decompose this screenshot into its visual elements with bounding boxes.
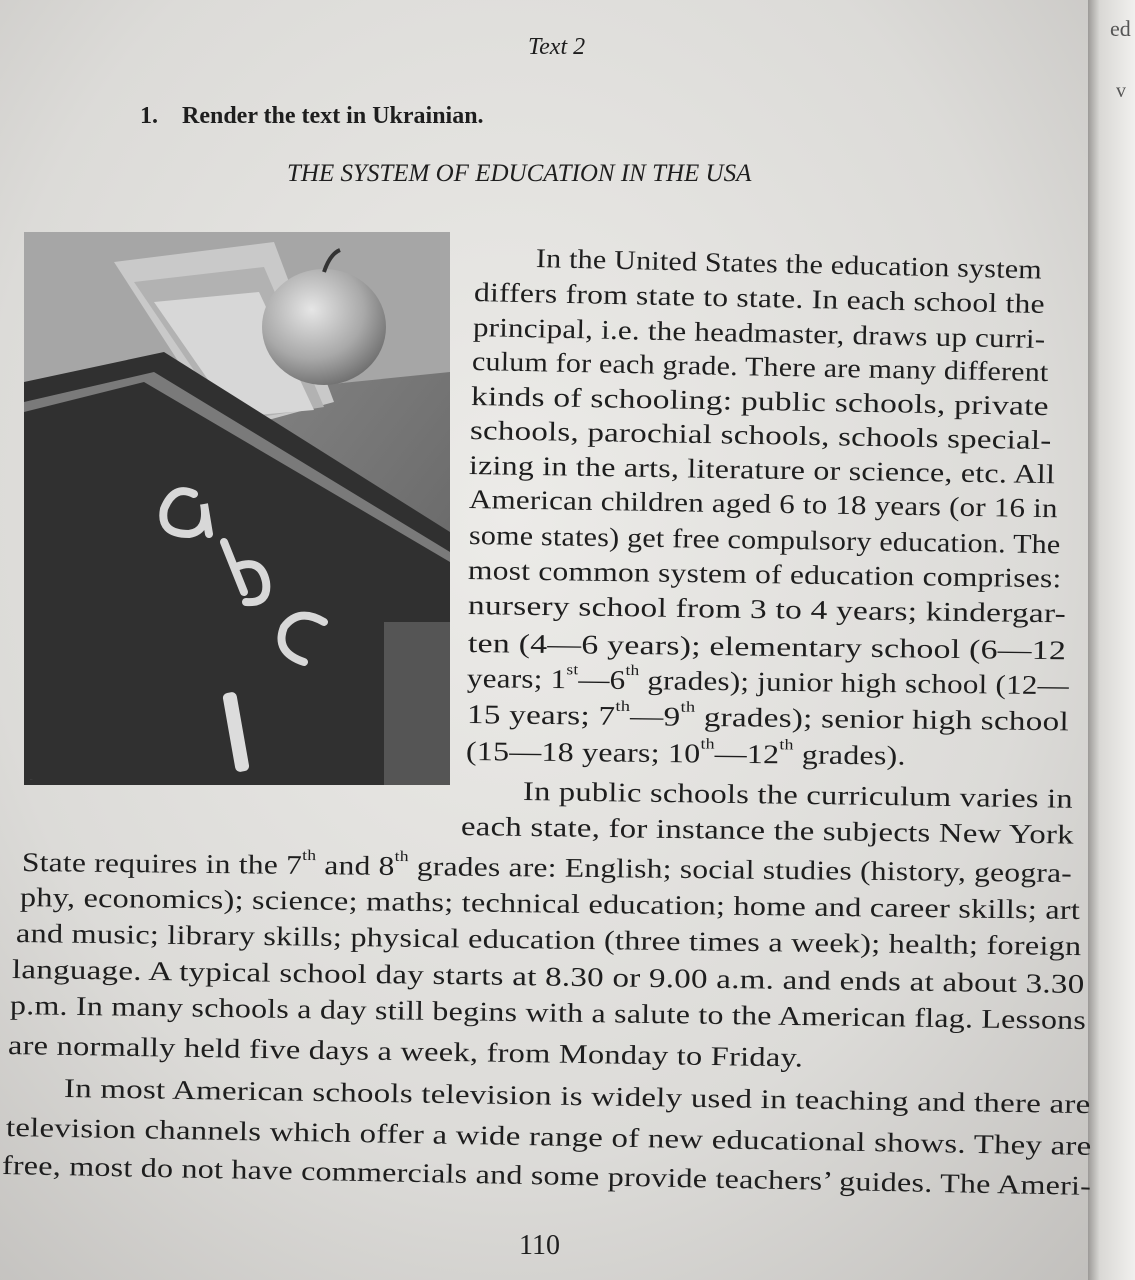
page-number: 110 [519,1230,560,1261]
text-line: culum for each grade. There are many different [471,346,1049,388]
text-line: television channels which offer a wide range of new educational shows. They are [5,1112,1092,1161]
text-line: free, most do not have commercials and some provide teachers’ guides. The Ameri- [1,1150,1092,1201]
text-line: State requires in the 7th and 8th grades are: English; social studies (history, geogra- [21,847,1073,888]
text-line: differs from state to state. In each school the [473,277,1046,319]
chalk-letters: abcd [30,780,33,781]
text-line: some states) get free compulsory education. The [468,520,1061,560]
text-line: phy, economics); science; maths; technical education; home and career skills; art [19,882,1081,925]
text-line: and music; library skills; physical education (three times a week); health; foreign [15,918,1082,962]
text-line: In public schools the curriculum varies in [522,776,1074,814]
text-label: Text 2 [528,34,586,60]
text-line: p.m. In many schools a day still begins with a salute to the American flag. Lessons [9,990,1087,1036]
text-line: In the United States the education system [535,243,1043,285]
text-line: In most American schools television is widely used in teaching and there are [63,1073,1091,1120]
next-page-fragment-2: v [1116,80,1126,102]
text-line: nursery school from 3 to 4 years; kindergar- [467,590,1067,629]
text-line: ten (4—6 years); elementary school (6—12 [467,628,1067,666]
text-line: are normally held five days a week, from Monday to Friday. [7,1030,804,1073]
text-line: principal, i.e. the headmaster, draws up curri- [472,312,1046,354]
text-line: American children aged 6 to 18 years (or 16 in [468,484,1058,524]
document-title: THE SYSTEM OF EDUCATION IN THE USA [287,160,752,187]
next-page-fragment: ed [1110,16,1131,41]
text-line: years; 1st—6th grades); junior high school (12— [466,662,1070,701]
text-line: kinds of schooling: public schools, private [470,381,1050,422]
task-text: Render the text in Ukrainian. [182,103,484,129]
text-line: 15 years; 7th—9th grades); senior high school [466,698,1070,737]
task-number: 1. [140,103,158,129]
text-line: izing in the arts, literature or science, etc. All [468,450,1056,490]
text-line: schools, parochial schools, schools special- [469,415,1052,456]
text-line: language. A typical school day starts at 8.30 or 9.00 a.m. and ends at about 3.30 [11,954,1085,999]
text-line: (15—18 years; 10th—12th grades). [465,736,906,771]
text-line: most common system of education comprises: [467,555,1062,594]
text-line: each state, for instance the subjects New York [460,811,1074,850]
